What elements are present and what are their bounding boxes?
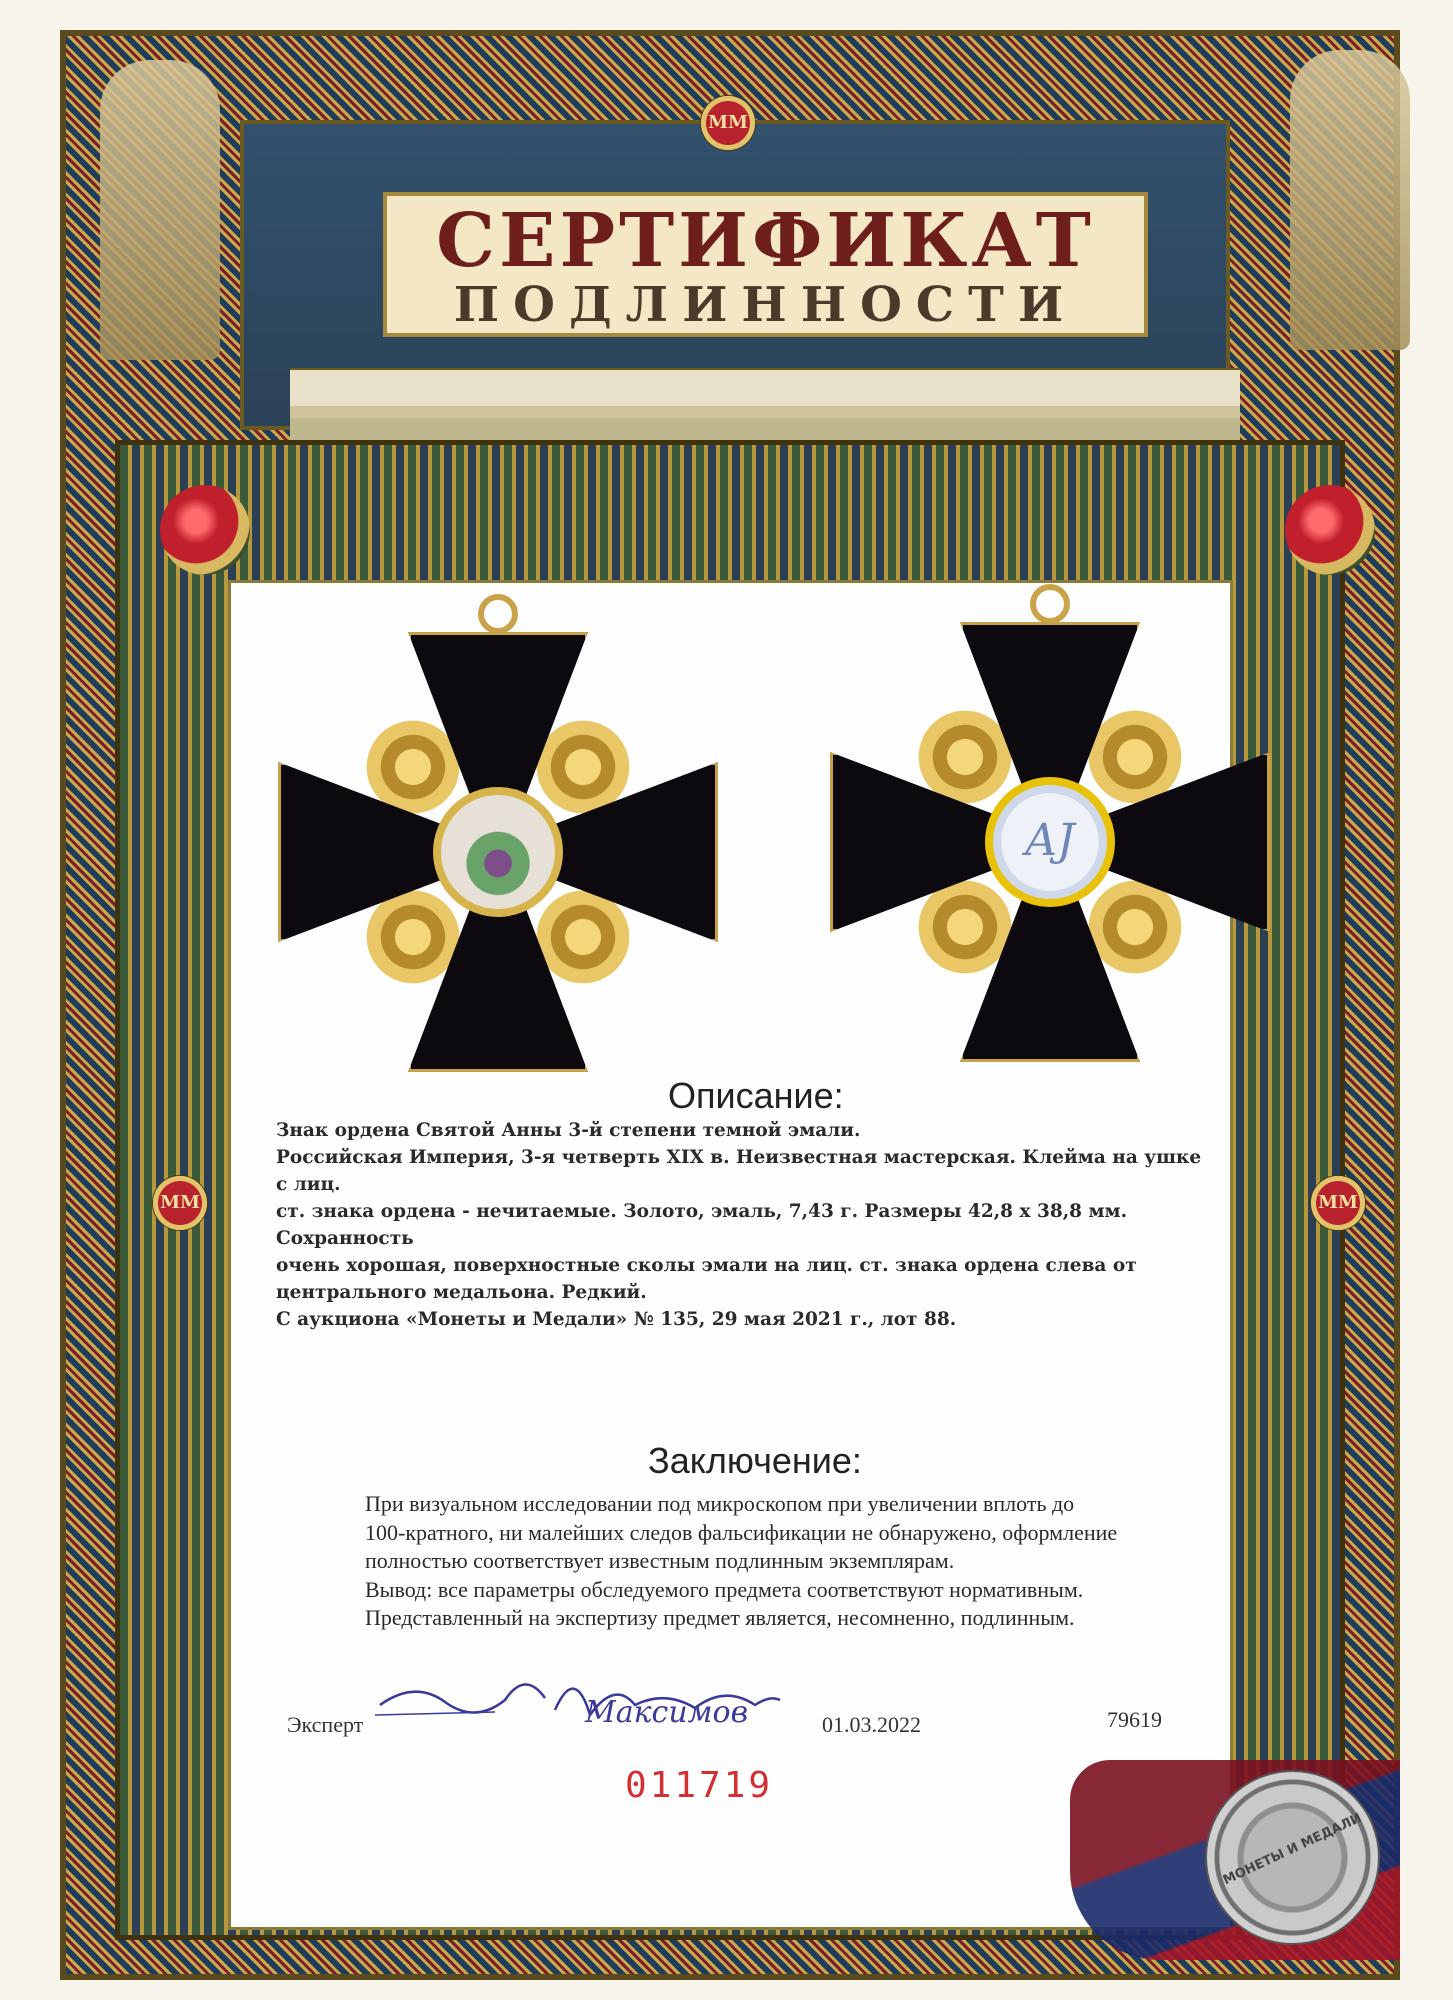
certificate-date: 01.03.2022 — [822, 1712, 921, 1737]
certificate-number: 79619 — [1107, 1707, 1162, 1732]
certificate-title: СЕРТИФИКАТ — [436, 198, 1095, 284]
title-plate — [383, 192, 1148, 337]
signature-text: Максимов — [585, 1695, 749, 1730]
conclusion-text — [365, 1490, 1225, 1633]
central-medallion-monogram — [985, 777, 1115, 907]
medal-reverse-image — [830, 622, 1270, 1062]
description-text — [276, 1117, 1216, 1333]
description-line: С аукциона «Монеты и Медали» № 135, 29 мая 2021 г., лот 88. — [276, 1309, 957, 1330]
conclusion-line: Представленный на экспертизу предмет является, несомненно, подлинным. — [365, 1605, 1075, 1630]
certificate-subtitle: ПОДЛИННОСТИ — [453, 277, 1078, 333]
description-line: Знак ордена Святой Анны 3-й степени темной эмали. — [276, 1120, 861, 1141]
allegorical-figure-right — [1290, 50, 1410, 350]
description-heading: Описание: — [668, 1075, 844, 1116]
conclusion-line: Вывод: все параметры обследуемого предмета соответствуют нормативным. — [365, 1576, 1084, 1602]
medal-suspension-loop — [478, 594, 518, 634]
expert-label: Эксперт — [287, 1712, 364, 1737]
description-line: очень хорошая, поверхностные сколы эмали на лиц. ст. знака ордена слева от — [276, 1255, 1137, 1276]
monogram-medallion-right: ММ — [1310, 1175, 1366, 1231]
description-line: ст. знака ордена - нечитаемые. Золото, эмаль, 7,43 г. Размеры 42,8 х 38,8 мм. Сохранность — [276, 1201, 1128, 1249]
conclusion-line: 100-кратного, ни малейших следов фальсификации не обнаружено, оформление — [365, 1519, 1118, 1545]
description-line: центрального медальона. Редкий. — [276, 1282, 647, 1303]
conclusion-heading: Заключение: — [648, 1440, 862, 1481]
conclusion-line: При визуальном исследовании под микроскопом при увеличении вплоть до — [365, 1491, 1075, 1516]
monogram-medallion-left: ММ — [152, 1175, 208, 1231]
city-panorama-image — [290, 368, 1240, 450]
allegorical-figure-left — [100, 60, 220, 360]
conclusion-line: полностью соответствует известным подлинным экземплярам. — [365, 1548, 955, 1573]
central-medallion-saint-anne — [433, 787, 563, 917]
medal-suspension-loop — [1030, 584, 1070, 624]
description-line: Российская Империя, 3-я четверть XIX в. Неизвестная мастерская. Клейма на ушке с лиц. — [276, 1147, 1202, 1195]
monogram-medallion-top: ММ — [700, 95, 756, 151]
embossed-seal — [1205, 1770, 1380, 1945]
medal-obverse-image — [278, 632, 718, 1072]
red-gem-ornament-right — [1285, 485, 1375, 575]
expert-signature — [375, 1660, 785, 1735]
serial-number: 011719 — [625, 1765, 774, 1806]
cipher-monogram: AJ — [1025, 815, 1075, 866]
seal-text: МОНЕТЫ И МЕДАЛИ — [1220, 1810, 1365, 1889]
red-gem-ornament-left — [160, 485, 250, 575]
